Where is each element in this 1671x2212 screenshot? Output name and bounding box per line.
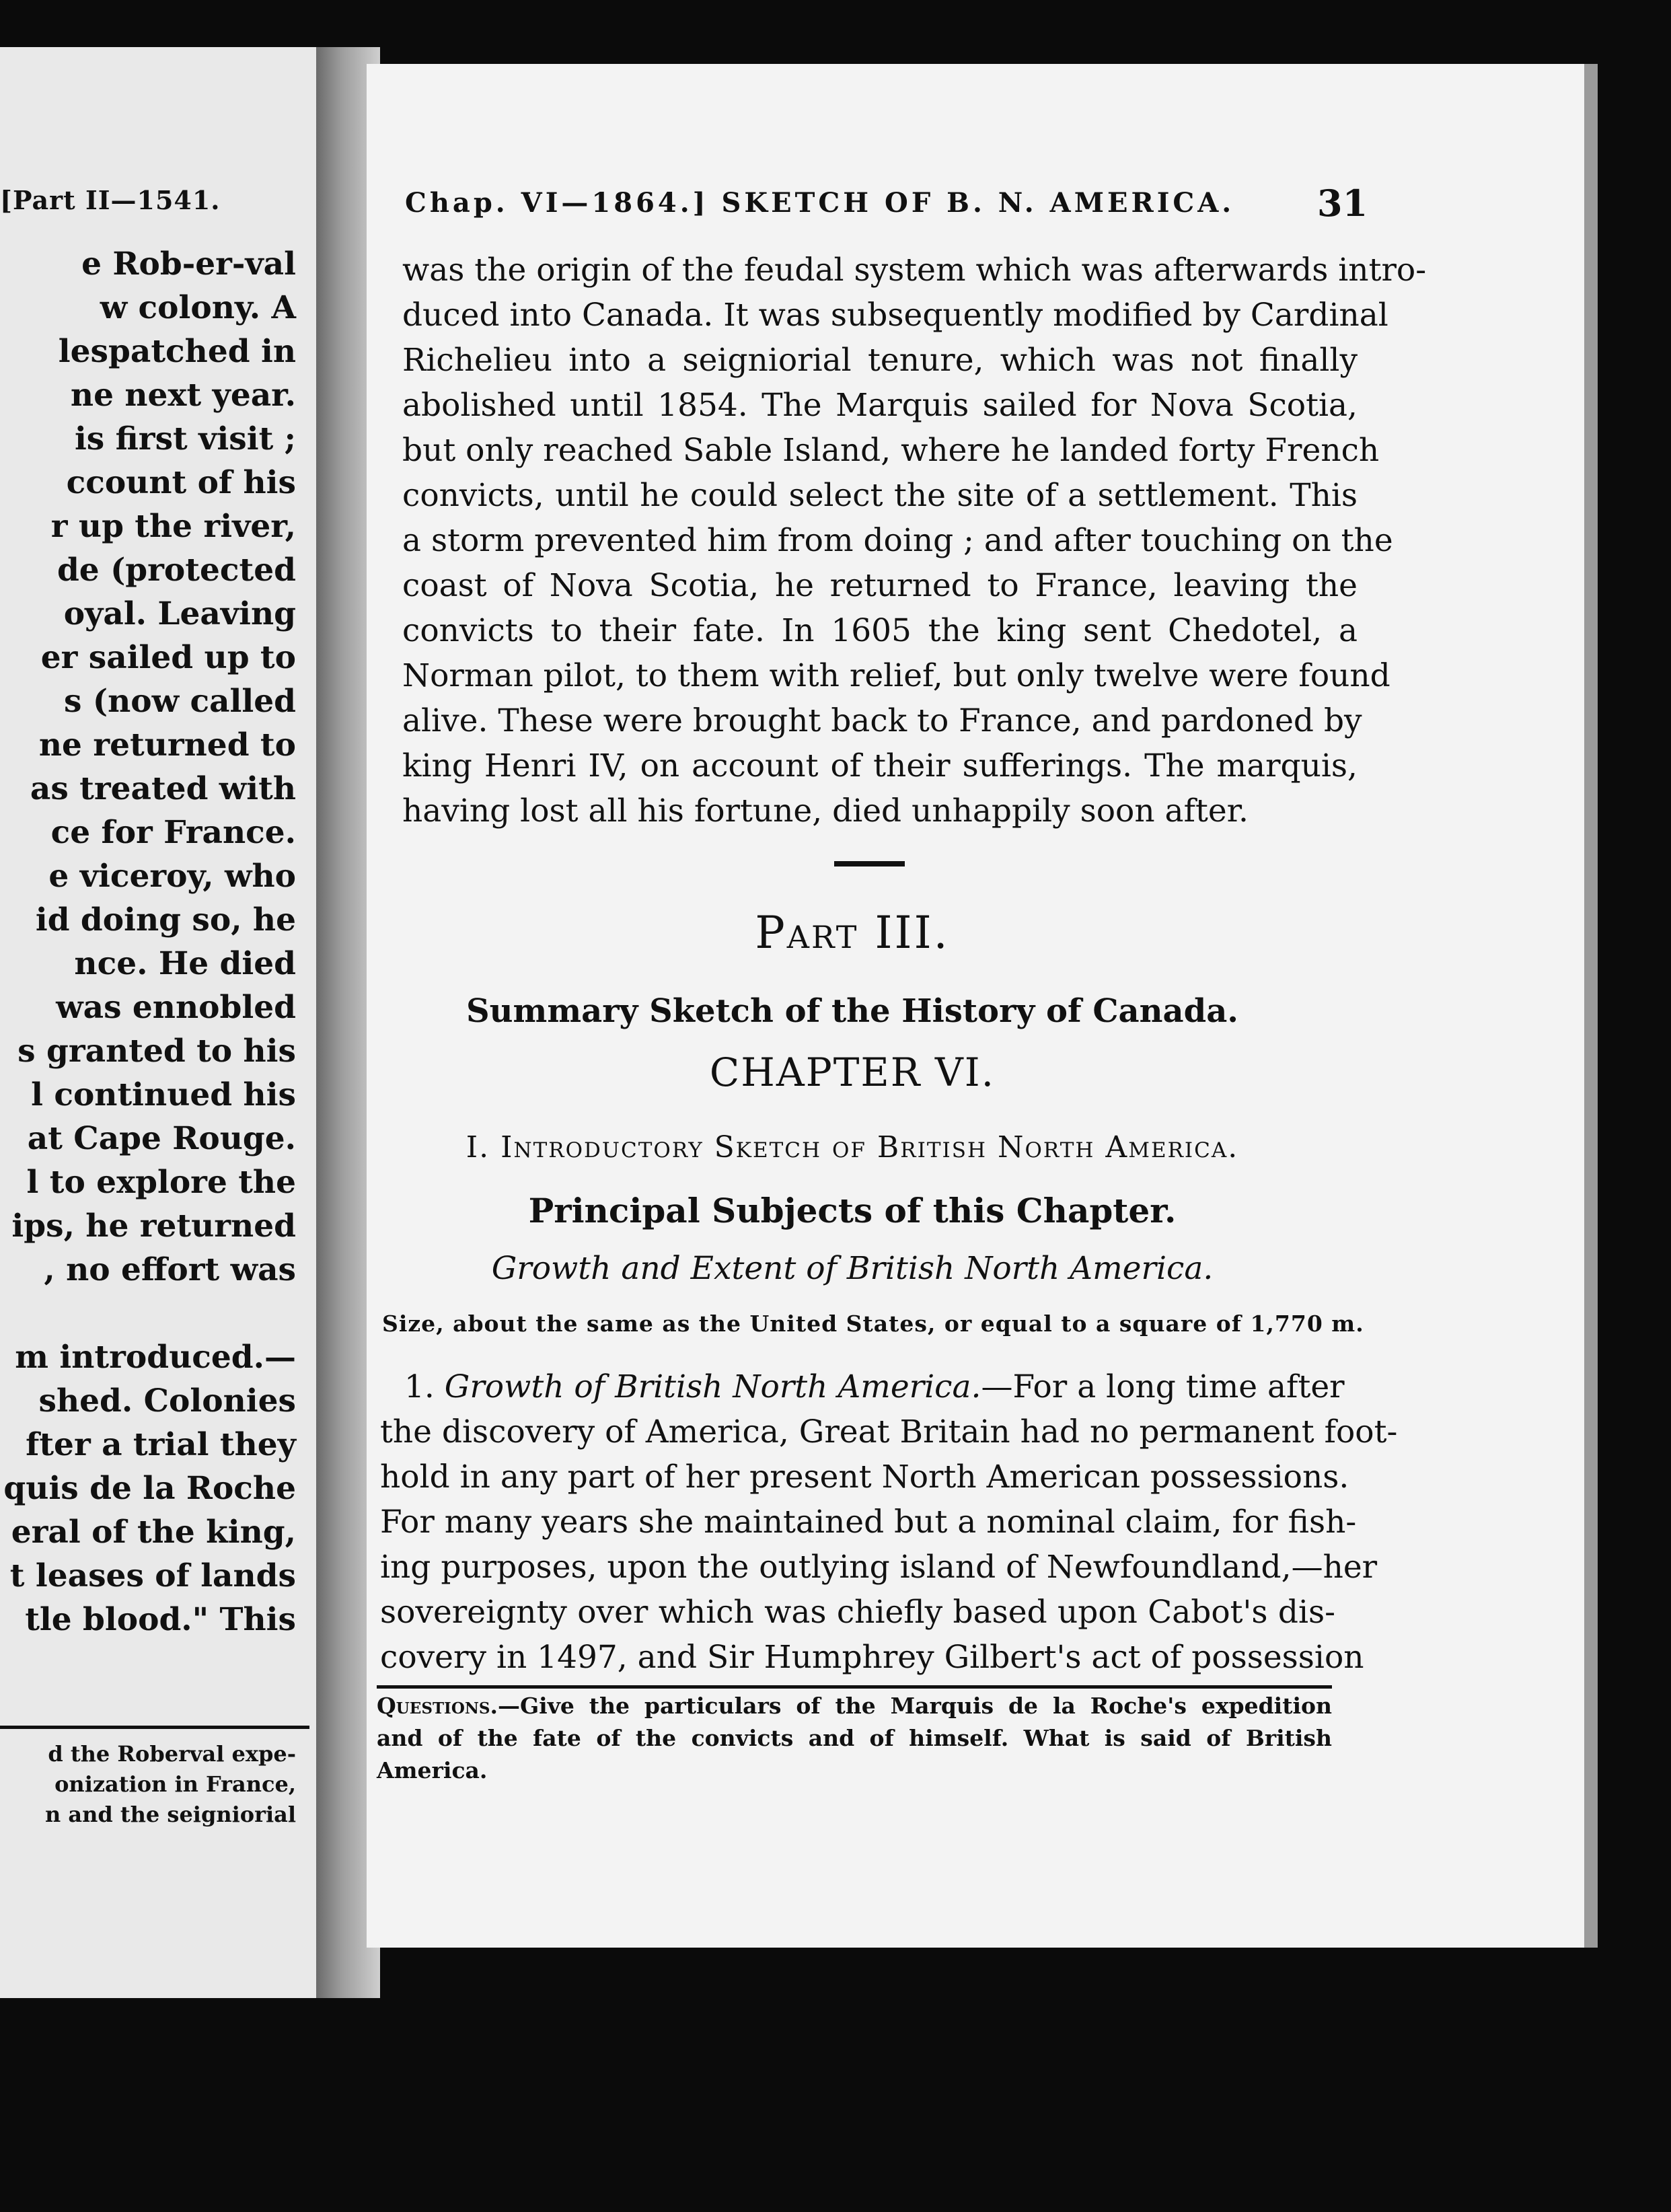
questions-footnote bbox=[377, 1690, 1332, 1787]
questions-label: Questions. bbox=[377, 1693, 498, 1719]
text-line: alive. These were brought back to France, and pardoned by bbox=[402, 702, 1362, 739]
text-line: fter a trial they bbox=[26, 1426, 296, 1463]
text-line: oyal. Leaving bbox=[63, 595, 296, 632]
part-heading: Part III. bbox=[755, 907, 950, 959]
text-line: e viceroy, who bbox=[48, 858, 296, 895]
footnote-rule bbox=[377, 1685, 1332, 1689]
text-line: ccount of his bbox=[66, 464, 296, 501]
intro-heading: I. Introductory Sketch of British North America. bbox=[466, 1130, 1239, 1165]
body-paragraph bbox=[402, 248, 1427, 834]
text-line: l to explore the bbox=[26, 1164, 296, 1201]
left-footnote-rule bbox=[0, 1726, 309, 1729]
text-line: ne next year. bbox=[70, 377, 296, 414]
text-line: de (protected bbox=[57, 552, 296, 589]
chapter-heading: CHAPTER VI. bbox=[709, 1049, 996, 1095]
text-line: s granted to his bbox=[17, 1033, 296, 1070]
growth-heading: Growth and Extent of British North America. bbox=[491, 1250, 1214, 1287]
running-head: Chap. VI—1864.] SKETCH OF B. N. AMERICA. bbox=[405, 187, 1235, 219]
text-line: id doing so, he bbox=[35, 901, 296, 938]
history-subtitle: Summary Sketch of the History of Canada. bbox=[466, 992, 1239, 1030]
text-line: hold in any part of her present North American possessions. bbox=[380, 1459, 1349, 1496]
text-line: sovereignty over which was chiefly based upon Cabot's dis- bbox=[380, 1594, 1335, 1631]
text-line: onization in France, bbox=[54, 1771, 296, 1797]
principal-subjects-heading: Principal Subjects of this Chapter. bbox=[528, 1191, 1177, 1230]
text-line: lespatched in bbox=[58, 333, 296, 370]
text-line: but only reached Sable Island, where he landed forty French bbox=[402, 432, 1380, 469]
text-line: ing purposes, upon the outlying island of Newfoundland,—her bbox=[380, 1549, 1378, 1586]
left-page-questions bbox=[0, 1739, 309, 1830]
text-line: is first visit ; bbox=[74, 420, 296, 457]
text-line: ce for France. bbox=[50, 814, 296, 851]
questions-first-line bbox=[377, 1690, 1332, 1722]
text-line: w colony. A bbox=[100, 289, 296, 326]
text-line: eral of the king, bbox=[11, 1514, 296, 1551]
section-first-line bbox=[380, 1364, 1345, 1409]
text-line: ne returned to bbox=[38, 727, 296, 764]
text-line: as treated with bbox=[30, 770, 296, 807]
text-line: t leases of lands bbox=[9, 1557, 296, 1594]
text-line: covery in 1497, and Sir Humphrey Gilbert's act of possession bbox=[380, 1639, 1364, 1676]
text-line: a storm prevented him from doing ; and after touching on the bbox=[402, 522, 1393, 559]
text-line bbox=[0, 1292, 309, 1335]
page-number: 31 bbox=[1317, 182, 1368, 225]
text-line: the discovery of America, Great Britain had no permanent foot- bbox=[380, 1413, 1398, 1450]
text-line: convicts, until he could select the site of a settlement. This bbox=[402, 477, 1358, 514]
text-line: was the origin of the feudal system which was afterwards intro- bbox=[402, 252, 1427, 289]
size-line: Size, about the same as the United States, or equal to a square of 1,770 m. bbox=[382, 1311, 1364, 1337]
section-number: 1. bbox=[404, 1368, 435, 1405]
text-line: For many years she maintained but a nominal claim, for fish- bbox=[380, 1504, 1357, 1541]
text-line: and of the fate of the convicts and of himself. What is said of British bbox=[377, 1725, 1332, 1751]
text-line: e Rob-er-val bbox=[81, 246, 296, 283]
text-line: nce. He died bbox=[74, 945, 296, 982]
section-paragraph bbox=[380, 1364, 1398, 1680]
text-line: tle blood." This bbox=[25, 1601, 296, 1638]
text-line: America. bbox=[377, 1757, 488, 1783]
text-line: l continued his bbox=[31, 1076, 296, 1113]
text-line: shed. Colonies bbox=[38, 1382, 296, 1420]
text-line: Norman pilot, to them with relief, but only twelve were found bbox=[402, 657, 1390, 694]
text-line: n and the seigniorial bbox=[44, 1802, 296, 1827]
section-title: Growth of British North America. bbox=[444, 1368, 981, 1405]
text-line: d the Roberval expe- bbox=[48, 1741, 296, 1767]
text-line: king Henri IV, on account of their sufferings. The marquis, bbox=[402, 747, 1358, 784]
text-line: quis de la Roche bbox=[3, 1470, 296, 1507]
section-first-line-rest: —For a long time after bbox=[981, 1368, 1345, 1405]
left-page-running-head: [Part II—1541. bbox=[0, 185, 221, 215]
text-line: er sailed up to bbox=[40, 639, 296, 676]
text-line: was ennobled bbox=[56, 989, 296, 1026]
text-line: Richelieu into a seigniorial tenure, which was not finally bbox=[402, 342, 1358, 379]
text-line: duced into Canada. It was subsequently modified by Cardinal bbox=[402, 297, 1388, 334]
questions-line-text: —Give the particulars of the Marquis de la Roche's expedition bbox=[497, 1693, 1332, 1719]
text-line: m introduced.— bbox=[15, 1339, 296, 1376]
text-line: coast of Nova Scotia, he returned to France, leaving the bbox=[402, 567, 1358, 604]
text-line: at Cape Rouge. bbox=[27, 1120, 296, 1157]
text-line: , no effort was bbox=[44, 1251, 296, 1288]
text-line: abolished until 1854. The Marquis sailed for Nova Scotia, bbox=[402, 387, 1358, 424]
text-line: having lost all his fortune, died unhappily soon after. bbox=[402, 792, 1249, 830]
text-line: r up the river, bbox=[50, 508, 296, 545]
text-line: s (now called bbox=[64, 683, 296, 720]
text-line: ips, he returned bbox=[11, 1208, 296, 1245]
text-line: convicts to their fate. In 1605 the king sent Chedotel, a bbox=[402, 612, 1358, 649]
section-divider bbox=[834, 861, 905, 867]
